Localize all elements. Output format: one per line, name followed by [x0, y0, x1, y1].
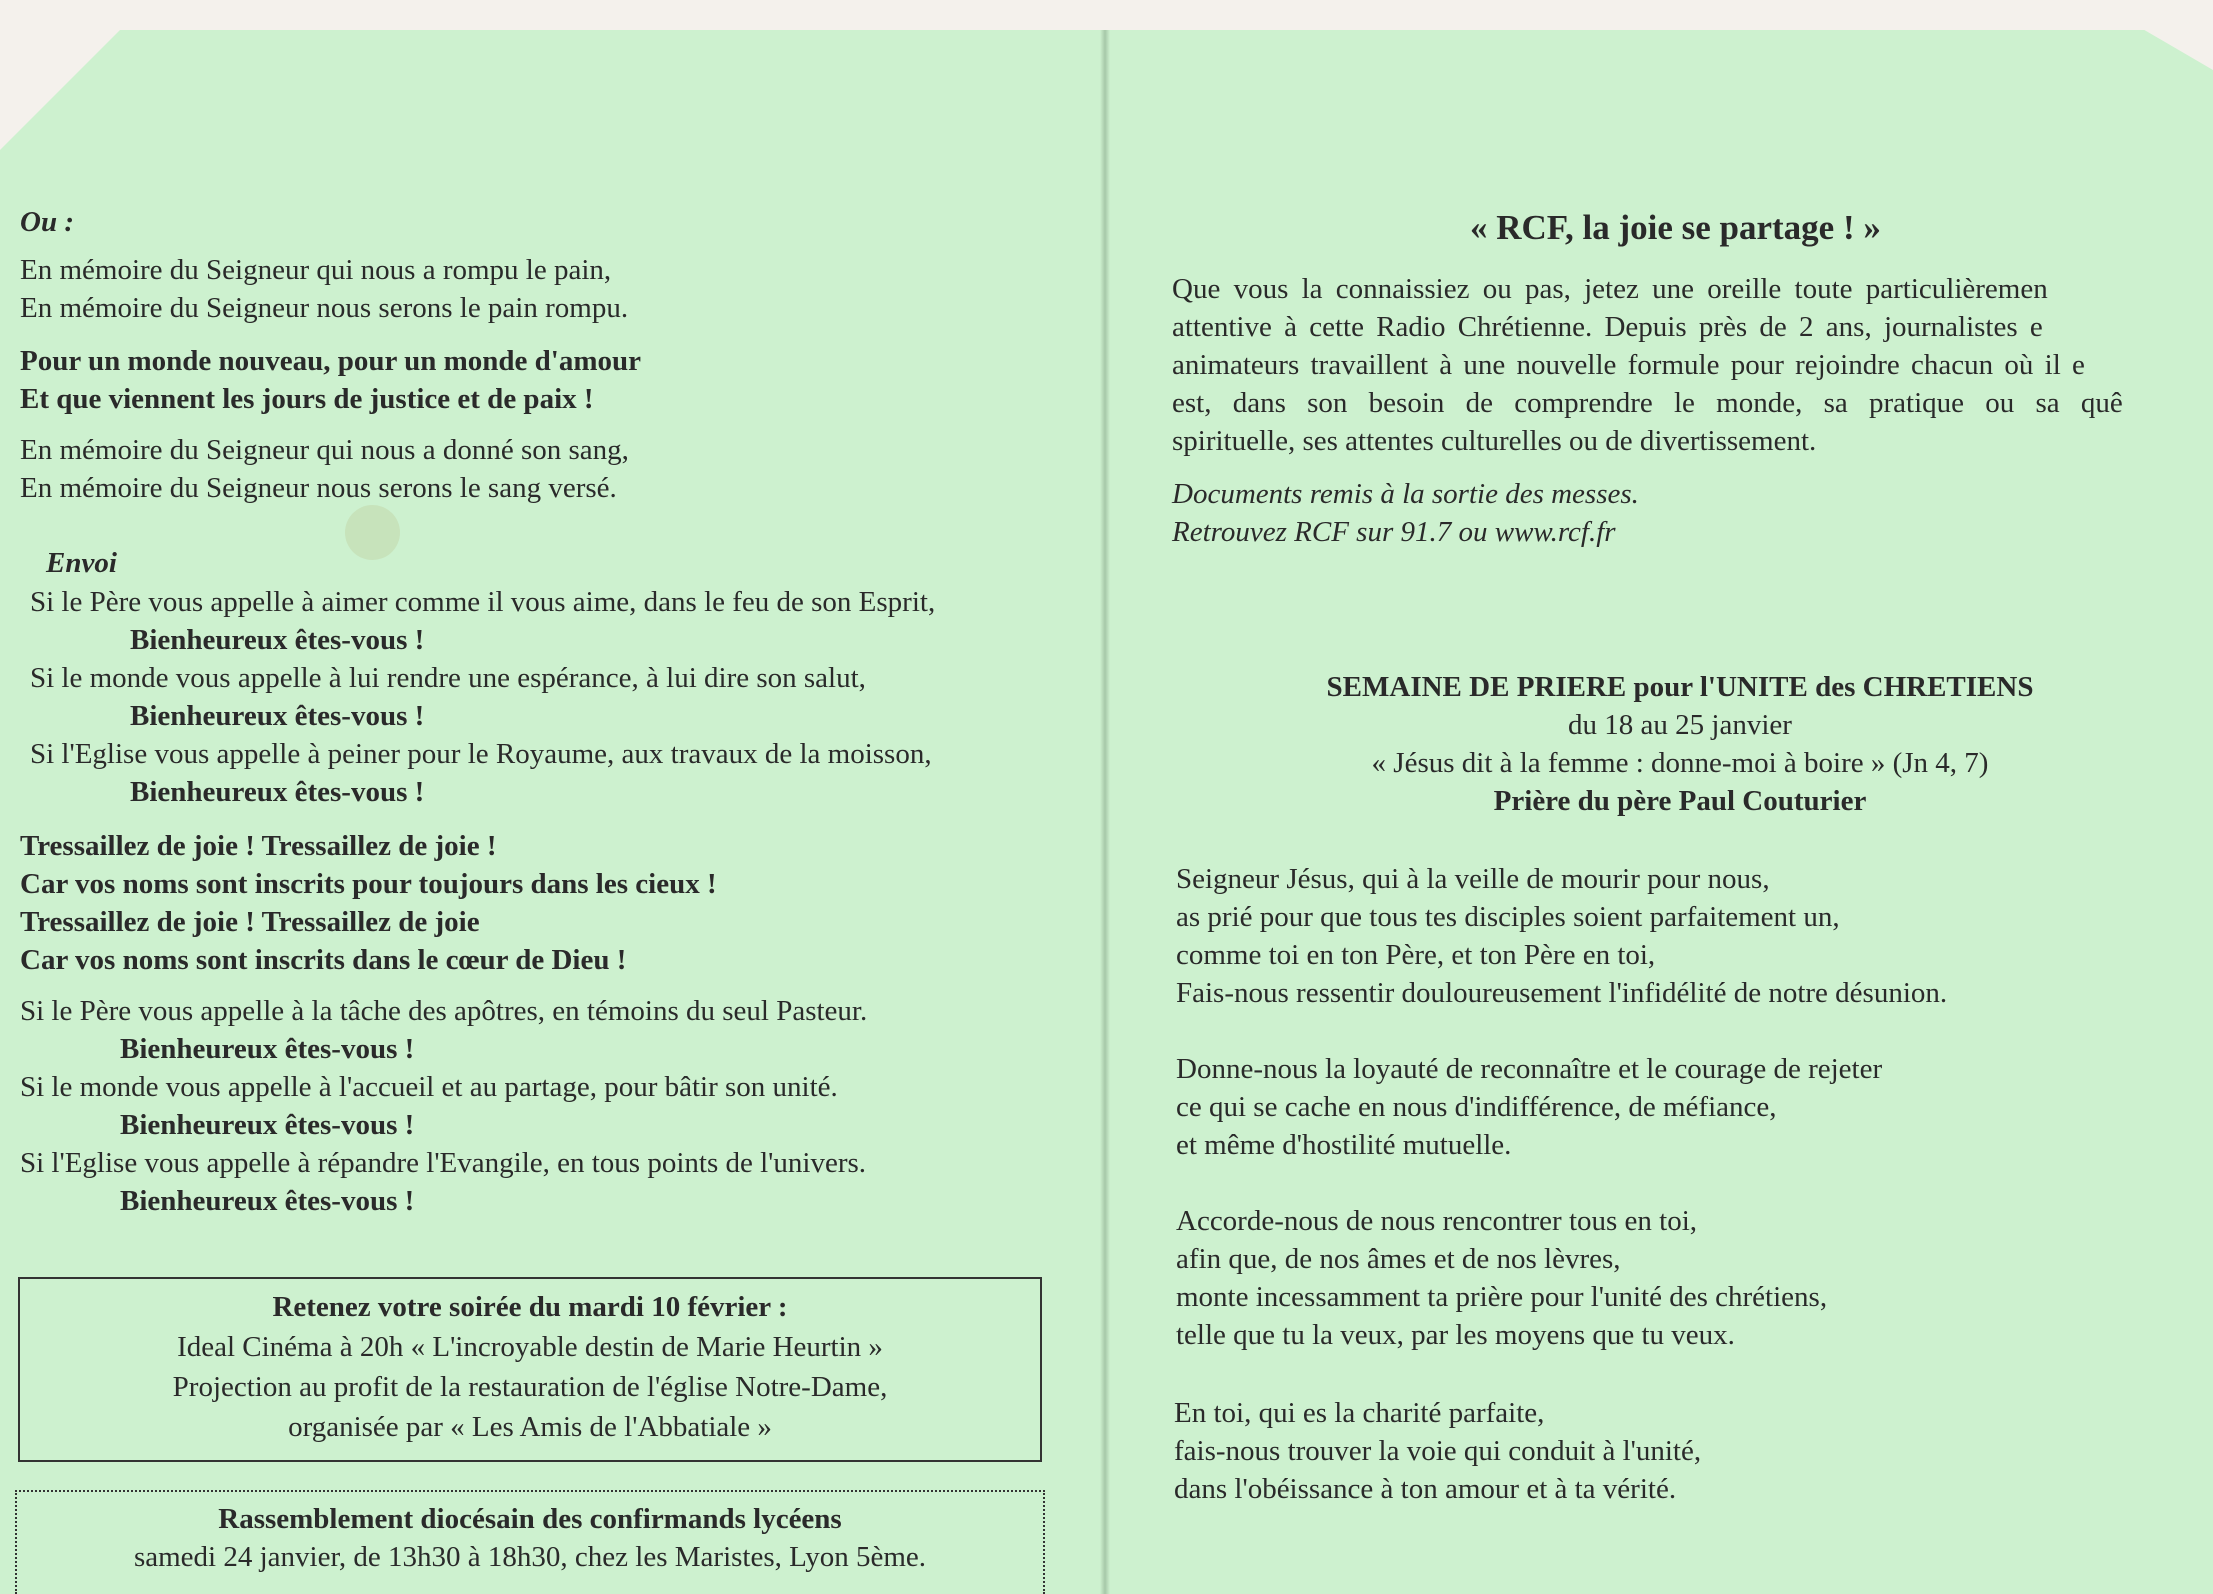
refrain-line: Et que viennent les jours de justice et de paix !: [20, 383, 594, 415]
envoi-line: Si le Père vous appelle à aimer comme il vous aime, dans le feu de son Esprit,: [30, 586, 936, 618]
rcf-line: attentive à cette Radio Chrétienne. Depuis près de 2 ans, journalistes e: [1172, 311, 2043, 343]
prayer-stanza-3: [1176, 1202, 1827, 1354]
priere-title: Prière du père Paul Couturier: [1493, 785, 1867, 817]
prayer-line: dans l'obéissance à ton amour et à ta vérité.: [1174, 1473, 1677, 1505]
bienheureux-line: Bienheureux êtes-vous !: [130, 700, 425, 732]
bienheureux-line: Bienheureux êtes-vous !: [130, 624, 425, 656]
prayer-line: monte incessamment ta prière pour l'unité des chrétiens,: [1176, 1281, 1828, 1313]
refrain-line: Car vos noms sont inscrits dans le cœur de Dieu !: [20, 944, 627, 976]
rcf-line: spirituelle, ses attentes culturelles ou de divertissement.: [1172, 425, 1817, 457]
semaine-quote: « Jésus dit à la femme : donne-moi à boire » (Jn 4, 7): [1371, 747, 1989, 779]
prayer-line: as prié pour que tous tes disciples soient parfaitement un,: [1176, 901, 1840, 933]
prayer-line: ce qui se cache en nous d'indifférence, de méfiance,: [1176, 1091, 1777, 1123]
rcf-line: Que vous la connaissiez ou pas, jetez une oreille toute particulièremen: [1172, 273, 2048, 305]
refrain-line: Tressaillez de joie ! Tressaillez de joie: [20, 906, 480, 938]
verse-1: [20, 251, 628, 327]
rcf-title: « RCF, la joie se partage ! »: [1470, 208, 1881, 247]
verse-line: En mémoire du Seigneur nous serons le pain rompu.: [20, 292, 629, 324]
rcf-line: animateurs travaillent à une nouvelle formule pour rejoindre chacun où il e: [1172, 349, 2085, 381]
envoi-line: Si l'Eglise vous appelle à peiner pour le Royaume, aux travaux de la moisson,: [30, 738, 932, 770]
envoi-verses-1: [30, 583, 935, 811]
soiree-line: Projection au profit de la restauration de l'église Notre-Dame,: [172, 1371, 888, 1403]
confirmands-title: Rassemblement diocésain des confirmands lycéens: [218, 1503, 842, 1535]
ou-label: Ou :: [20, 206, 74, 238]
prayer-stanza-1: [1176, 860, 1947, 1012]
bienheureux-line: Bienheureux êtes-vous !: [130, 776, 425, 808]
prayer-line: Accorde-nous de nous rencontrer tous en toi,: [1176, 1205, 1698, 1237]
envoi-line: Si le monde vous appelle à l'accueil et au partage, pour bâtir son unité.: [20, 1071, 838, 1103]
envoi-verses-2: [20, 992, 867, 1220]
prayer-line: comme toi en ton Père, et ton Père en toi,: [1176, 939, 1656, 971]
verse-line: En mémoire du Seigneur nous serons le sang versé.: [20, 472, 617, 504]
rcf-note-line: Retrouvez RCF sur 91.7 ou www.rcf.fr: [1172, 516, 1616, 548]
bienheureux-line: Bienheureux êtes-vous !: [120, 1033, 415, 1065]
prayer-stanza-2: [1176, 1050, 1882, 1164]
semaine-header: [1230, 668, 2130, 820]
confirmands-announcement-box: [15, 1490, 1045, 1594]
envoi-line: Si l'Eglise vous appelle à répandre l'Evangile, en tous points de l'univers.: [20, 1147, 867, 1179]
verse-line: En mémoire du Seigneur qui nous a donné son sang,: [20, 434, 629, 466]
prayer-line: fais-nous trouver la voie qui conduit à l'unité,: [1174, 1435, 1702, 1467]
prayer-line: telle que tu la veux, par les moyens que tu veux.: [1176, 1319, 1735, 1351]
soiree-title: Retenez votre soirée du mardi 10 février :: [272, 1291, 788, 1323]
envoi-label: Envoi: [46, 547, 117, 579]
rcf-notes: [1172, 475, 1639, 551]
semaine-title: SEMAINE DE PRIERE pour l'UNITE des CHRETIENS: [1326, 671, 2034, 703]
soiree-line: Ideal Cinéma à 20h « L'incroyable destin de Marie Heurtin »: [177, 1331, 883, 1363]
stain-mark: [345, 505, 400, 560]
soiree-announcement-box: [18, 1277, 1042, 1462]
prayer-line: et même d'hostilité mutuelle.: [1176, 1129, 1512, 1161]
envoi-line: Si le Père vous appelle à la tâche des apôtres, en témoins du seul Pasteur.: [20, 995, 868, 1027]
right-page: [1170, 0, 2213, 1594]
verse-2: [20, 431, 629, 507]
rcf-body: [1172, 270, 2213, 460]
bienheureux-line: Bienheureux êtes-vous !: [120, 1185, 415, 1217]
refrain-1: [20, 342, 641, 418]
rcf-note-line: Documents remis à la sortie des messes.: [1172, 478, 1639, 510]
torn-corner-left: [0, 0, 150, 150]
refrain-line: Car vos noms sont inscrits pour toujours dans les cieux !: [20, 868, 717, 900]
confirmands-line: samedi 24 janvier, de 13h30 à 18h30, chez les Maristes, Lyon 5ème.: [133, 1541, 927, 1573]
semaine-dates: du 18 au 25 janvier: [1568, 709, 1792, 741]
prayer-stanza-4: [1174, 1394, 1701, 1508]
bienheureux-line: Bienheureux êtes-vous !: [120, 1109, 415, 1141]
verse-line: En mémoire du Seigneur qui nous a rompu le pain,: [20, 254, 612, 286]
soiree-line: organisée par « Les Amis de l'Abbatiale »: [288, 1411, 772, 1443]
refrain-line: Pour un monde nouveau, pour un monde d'amour: [20, 345, 641, 377]
envoi-line: Si le monde vous appelle à lui rendre une espérance, à lui dire son salut,: [30, 662, 866, 694]
prayer-line: afin que, de nos âmes et de nos lèvres,: [1176, 1243, 1621, 1275]
prayer-line: En toi, qui es la charité parfaite,: [1174, 1397, 1545, 1429]
refrain-line: Tressaillez de joie ! Tressaillez de joie !: [20, 830, 497, 862]
prayer-line: Donne-nous la loyauté de reconnaître et le courage de rejeter: [1176, 1053, 1883, 1085]
page-fold: [1100, 30, 1110, 1594]
refrain-2: [20, 827, 717, 979]
prayer-line: Fais-nous ressentir douloureusement l'infidélité de notre désunion.: [1176, 977, 1948, 1009]
rcf-line: est, dans son besoin de comprendre le monde, sa pratique ou sa quê: [1172, 387, 2123, 419]
prayer-line: Seigneur Jésus, qui à la veille de mourir pour nous,: [1176, 863, 1770, 895]
